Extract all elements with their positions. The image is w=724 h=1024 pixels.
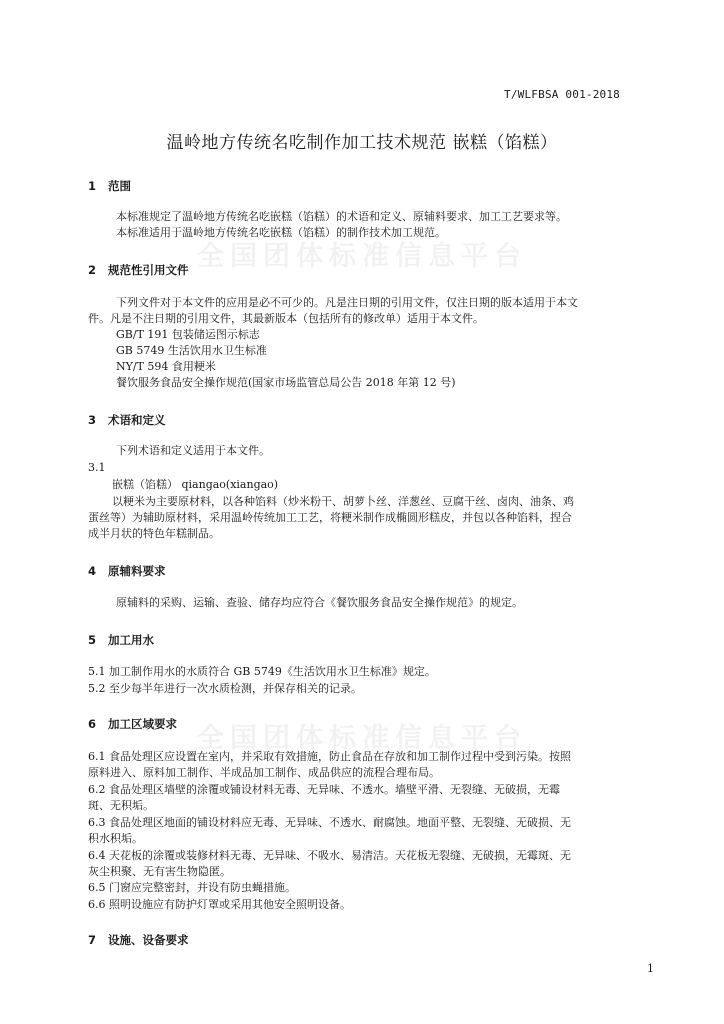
watermark: 全国团体标准信息平台 — [197, 241, 527, 272]
paragraph-line: 件。凡是不注日期的引用文件，其最新版本（包括所有的修改单）适用于本文件。 — [88, 312, 484, 325]
section-number: 7 — [88, 933, 97, 947]
section-number: 6 — [88, 717, 97, 731]
section-heading-processing-area — [88, 716, 177, 732]
paragraph-line: 本标准适用于温岭地方传统名吃嵌糕（馅糕）的制作技术加工规范。 — [116, 226, 446, 239]
section-number: 5 — [88, 633, 97, 647]
paragraph-line: 成半月状的特色年糕制品。 — [88, 527, 220, 540]
section-heading-scope — [88, 178, 131, 194]
section-title: 规范性引用文件 — [108, 263, 189, 277]
section-title: 范围 — [108, 179, 131, 193]
paragraph-line: 以粳米为主要原材料，以各种馅料（炒米粉干、胡萝卜丝、洋葱丝、豆腐干丝、卤肉、油条、鸡 — [112, 495, 574, 508]
paragraph-line: 原辅料的采购、运输、查验、储存均应符合《餐饮服务食品安全操作规范》的规定。 — [116, 596, 523, 609]
section-title: 设施、设备要求 — [108, 933, 189, 947]
section-title: 原辅料要求 — [108, 564, 166, 578]
section-number: 1 — [88, 179, 97, 193]
watermark: 全国团体标准信息平台 — [197, 723, 527, 754]
page-number: 1 — [647, 962, 654, 975]
section-heading-raw-materials — [88, 563, 166, 579]
clause-line: 原料进入、原料加工制作、半成品加工制作、成品供应的流程合理布局。 — [88, 766, 440, 779]
reference-item: GB/T 191 包装储运图示标志 — [116, 328, 260, 341]
clause-line: 6.1 食品处理区应设置在室内，并采取有效措施，防止食品在存放和加工制作过程中受到污染。按照 — [88, 750, 571, 763]
clause-line: 斑、无积垢。 — [88, 799, 154, 812]
section-number: 4 — [88, 564, 97, 578]
section-title: 术语和定义 — [108, 413, 166, 427]
paragraph-line: 下列术语和定义适用于本文件。 — [116, 444, 270, 457]
paragraph-line: 下列文件对于本文件的应用是必不可少的。凡是注日期的引用文件，仅注日期的版本适用于本文 — [116, 296, 578, 309]
clause-line: 5.1 加工制作用水的水质符合 GB 5749《生活饮用水卫生标准》规定。 — [88, 665, 436, 678]
paragraph-line: 蛋丝等）为辅助原材料，采用温岭传统加工工艺，将粳米制作成椭圆形糕皮，并包以各种馅料，捏合 — [88, 511, 572, 524]
section-number: 3 — [88, 413, 97, 427]
section-title: 加工区域要求 — [108, 717, 177, 731]
document-title: 温岭地方传统名吃制作加工技术规范 嵌糕（馅糕） — [166, 133, 558, 153]
term-number: 3.1 — [88, 461, 106, 474]
term-entry: 嵌糕（馅糕） qiangao(xiangao) — [112, 478, 279, 491]
clause-line: 灰尘积聚、无有害生物隐匿。 — [88, 865, 231, 878]
reference-item: GB 5749 生活饮用水卫生标准 — [116, 344, 267, 357]
reference-item: 餐饮服务食品安全操作规范(国家市场监管总局公告 2018 年第 12 号) — [116, 376, 456, 389]
clause-line: 6.6 照明设施应有防护灯罩或采用其他安全照明设备。 — [88, 898, 351, 911]
clause-line: 6.3 食品处理区地面的铺设材料应无毒、无异味、不透水、耐腐蚀。地面平整、无裂缝、无破损、无 — [88, 816, 571, 829]
clause-line: 6.5 门窗应完整密封，并设有防虫蝇措施。 — [88, 881, 296, 894]
section-title: 加工用水 — [108, 633, 154, 647]
section-heading-normative-references — [88, 262, 189, 278]
standard-code: T/WLFBSA 001-2018 — [504, 88, 620, 101]
clause-line: 6.2 食品处理区墙壁的涂覆或铺设材料无毒、无异味、不透水。墙壁平滑、无裂缝、无破损，无霉 — [88, 783, 560, 796]
clause-line: 积水积垢。 — [88, 832, 143, 845]
section-heading-processing-water — [88, 632, 154, 648]
clause-line: 5.2 至少每半年进行一次水质检测，并保存相关的记录。 — [88, 682, 362, 695]
section-heading-terms — [88, 412, 166, 428]
reference-item: NY/T 594 食用粳米 — [116, 360, 216, 373]
clause-line: 6.4 天花板的涂覆或装修材料无毒、无异味、不吸水、易清洁。天花板无裂缝、无破损，无霉斑、无 — [88, 849, 571, 862]
section-number: 2 — [88, 263, 97, 277]
section-heading-facilities — [88, 932, 189, 948]
paragraph-line: 本标准规定了温岭地方传统名吃嵌糕（馅糕）的术语和定义、原辅料要求、加工工艺要求等。 — [116, 210, 567, 223]
